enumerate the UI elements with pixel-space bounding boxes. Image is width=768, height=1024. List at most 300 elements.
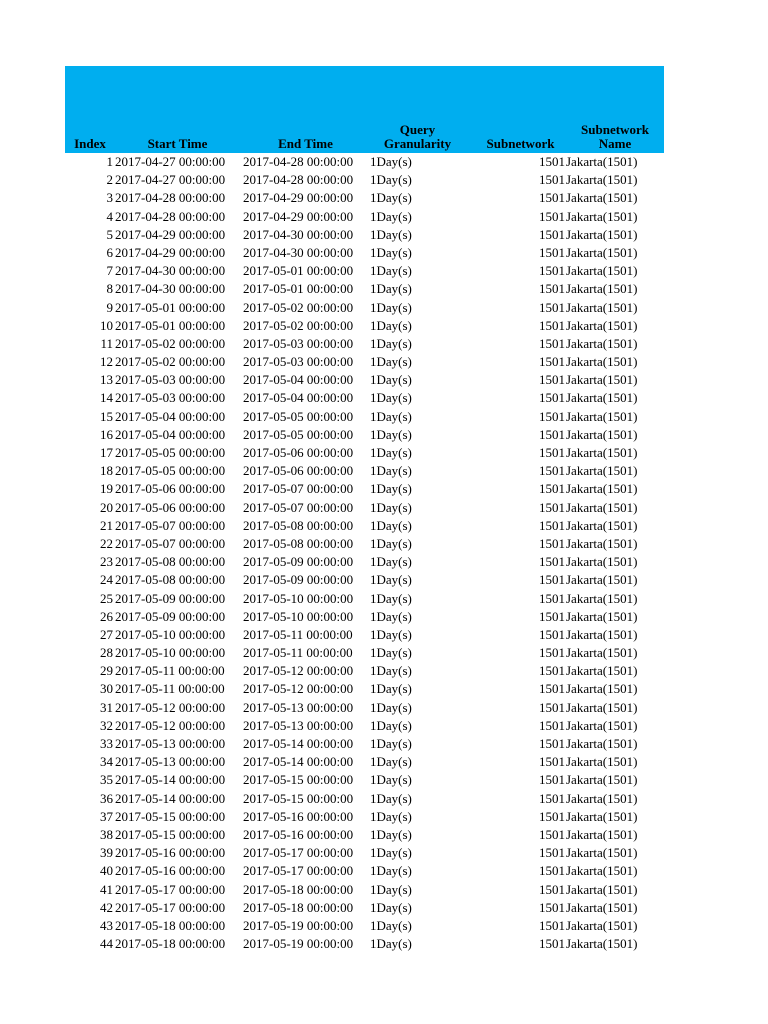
cell-subnetwork: 1501 [539, 790, 565, 806]
cell-end-time: 2017-05-04 00:00:00 [243, 390, 354, 406]
cell-subnetwork: 1501 [539, 936, 565, 952]
cell-end-time: 2017-05-12 00:00:00 [243, 681, 354, 697]
cell-subnetwork-name: Jakarta(1501) [566, 754, 638, 770]
cell-start-time: 2017-04-29 00:00:00 [115, 226, 226, 242]
cell-start-time: 2017-05-16 00:00:00 [115, 863, 226, 879]
cell-subnetwork-name: Jakarta(1501) [566, 372, 638, 388]
cell-subnetwork-name: Jakarta(1501) [566, 772, 638, 788]
cell-subnetwork: 1501 [539, 281, 565, 297]
cell-subnetwork-name: Jakarta(1501) [566, 936, 638, 952]
cell-subnetwork: 1501 [539, 826, 565, 842]
cell-subnetwork-name: Jakarta(1501) [566, 390, 638, 406]
cell-query-granularity: 1Day(s) [370, 754, 412, 770]
cell-end-time: 2017-05-09 00:00:00 [243, 572, 354, 588]
cell-index: 27 [100, 626, 113, 642]
cell-subnetwork-name: Jakarta(1501) [566, 499, 638, 515]
cell-subnetwork-name: Jakarta(1501) [566, 517, 638, 533]
cell-subnetwork-name: Jakarta(1501) [566, 554, 638, 570]
cell-end-time: 2017-05-14 00:00:00 [243, 736, 354, 751]
header-start-time-label: Start Time [147, 136, 208, 151]
header-query-granularity-line1: Query [399, 122, 436, 137]
table-row [65, 389, 664, 407]
table-row [65, 680, 664, 698]
cell-subnetwork-name: Jakarta(1501) [566, 626, 638, 642]
cell-start-time: 2017-05-05 00:00:00 [115, 463, 226, 479]
cell-end-time: 2017-05-03 00:00:00 [243, 354, 354, 370]
cell-index: 37 [100, 808, 113, 824]
cell-query-granularity: 1Day(s) [370, 826, 412, 842]
cell-subnetwork: 1501 [539, 772, 565, 788]
cell-end-time: 2017-05-19 00:00:00 [243, 936, 354, 952]
cell-end-time: 2017-05-01 00:00:00 [243, 263, 354, 279]
cell-index: 14 [100, 390, 113, 406]
table-row [65, 244, 664, 262]
table-row [65, 535, 664, 553]
header-subnetwork-label: Subnetwork [486, 136, 555, 151]
cell-index: 35 [100, 772, 113, 788]
cell-query-granularity: 1Day(s) [370, 317, 412, 333]
cell-index: 23 [100, 554, 113, 570]
table-row [65, 808, 664, 826]
cell-index: 17 [100, 445, 113, 460]
cell-start-time: 2017-05-01 00:00:00 [115, 317, 226, 333]
cell-subnetwork-name: Jakarta(1501) [566, 845, 638, 861]
cell-index: 1 [106, 154, 113, 169]
cell-index: 8 [106, 281, 113, 297]
header-subnetwork [473, 137, 568, 151]
cell-end-time: 2017-05-10 00:00:00 [243, 608, 354, 624]
table-row [65, 590, 664, 608]
table-row [65, 753, 664, 771]
cell-query-granularity: 1Day(s) [370, 372, 412, 388]
cell-subnetwork: 1501 [539, 354, 565, 370]
cell-end-time: 2017-05-08 00:00:00 [243, 517, 354, 533]
cell-subnetwork: 1501 [539, 299, 565, 315]
cell-index: 43 [100, 917, 113, 933]
cell-index: 34 [100, 754, 113, 770]
cell-subnetwork: 1501 [539, 917, 565, 933]
cell-subnetwork: 1501 [539, 172, 565, 188]
cell-query-granularity: 1Day(s) [370, 154, 412, 169]
cell-query-granularity: 1Day(s) [370, 645, 412, 661]
cell-index: 44 [100, 936, 113, 952]
cell-subnetwork: 1501 [539, 499, 565, 515]
cell-subnetwork: 1501 [539, 408, 565, 424]
header-end-time-label: End Time [278, 136, 333, 151]
cell-end-time: 2017-05-05 00:00:00 [243, 426, 354, 442]
cell-index: 10 [100, 317, 113, 333]
cell-query-granularity: 1Day(s) [370, 499, 412, 515]
cell-subnetwork: 1501 [539, 572, 565, 588]
cell-index: 18 [100, 463, 113, 479]
header-subnetwork-name [565, 123, 665, 151]
cell-query-granularity: 1Day(s) [370, 845, 412, 861]
cell-query-granularity: 1Day(s) [370, 190, 412, 206]
cell-query-granularity: 1Day(s) [370, 208, 412, 224]
cell-index: 40 [100, 863, 113, 879]
cell-start-time: 2017-05-08 00:00:00 [115, 572, 226, 588]
cell-subnetwork-name: Jakarta(1501) [566, 790, 638, 806]
cell-start-time: 2017-04-27 00:00:00 [115, 172, 226, 188]
cell-start-time: 2017-05-03 00:00:00 [115, 390, 226, 406]
table-row [65, 917, 664, 935]
cell-end-time: 2017-05-06 00:00:00 [243, 463, 354, 479]
cell-subnetwork: 1501 [539, 535, 565, 551]
cell-end-time: 2017-05-12 00:00:00 [243, 663, 354, 679]
cell-index: 11 [100, 335, 113, 351]
cell-end-time: 2017-05-09 00:00:00 [243, 554, 354, 570]
cell-query-granularity: 1Day(s) [370, 517, 412, 533]
cell-start-time: 2017-05-05 00:00:00 [115, 445, 226, 460]
cell-start-time: 2017-05-16 00:00:00 [115, 845, 226, 861]
cell-subnetwork: 1501 [539, 590, 565, 606]
cell-subnetwork-name: Jakarta(1501) [566, 645, 638, 661]
cell-subnetwork: 1501 [539, 463, 565, 479]
cell-subnetwork-name: Jakarta(1501) [566, 535, 638, 551]
cell-end-time: 2017-04-28 00:00:00 [243, 154, 354, 169]
table-row [65, 735, 664, 753]
cell-query-granularity: 1Day(s) [370, 481, 412, 497]
cell-index: 16 [100, 426, 113, 442]
cell-subnetwork: 1501 [539, 681, 565, 697]
cell-subnetwork: 1501 [539, 845, 565, 861]
cell-start-time: 2017-05-13 00:00:00 [115, 736, 226, 751]
cell-start-time: 2017-05-03 00:00:00 [115, 372, 226, 388]
table-row [65, 862, 664, 880]
header-subnetwork-name-line2: Name [598, 136, 632, 151]
cell-query-granularity: 1Day(s) [370, 699, 412, 715]
cell-subnetwork-name: Jakarta(1501) [566, 244, 638, 260]
cell-query-granularity: 1Day(s) [370, 808, 412, 824]
cell-end-time: 2017-05-08 00:00:00 [243, 535, 354, 551]
header-query-granularity [365, 123, 470, 151]
cell-start-time: 2017-05-14 00:00:00 [115, 772, 226, 788]
cell-start-time: 2017-05-13 00:00:00 [115, 754, 226, 770]
table-row [65, 208, 664, 226]
table-row [65, 408, 664, 426]
cell-start-time: 2017-05-06 00:00:00 [115, 481, 226, 497]
cell-index: 32 [100, 717, 113, 733]
cell-subnetwork: 1501 [539, 554, 565, 570]
table-row [65, 699, 664, 717]
cell-start-time: 2017-04-28 00:00:00 [115, 190, 226, 206]
cell-start-time: 2017-05-02 00:00:00 [115, 335, 226, 351]
table-row [65, 899, 664, 917]
table-row [65, 280, 664, 298]
cell-subnetwork-name: Jakarta(1501) [566, 590, 638, 606]
table-row [65, 353, 664, 371]
cell-start-time: 2017-05-10 00:00:00 [115, 645, 226, 661]
table-body [65, 153, 664, 953]
table-row [65, 480, 664, 498]
cell-subnetwork: 1501 [539, 663, 565, 679]
cell-index: 28 [100, 645, 113, 661]
table-row [65, 262, 664, 280]
cell-subnetwork-name: Jakarta(1501) [566, 663, 638, 679]
cell-subnetwork: 1501 [539, 226, 565, 242]
cell-subnetwork: 1501 [539, 190, 565, 206]
cell-start-time: 2017-05-07 00:00:00 [115, 517, 226, 533]
cell-end-time: 2017-05-17 00:00:00 [243, 845, 354, 861]
cell-query-granularity: 1Day(s) [370, 426, 412, 442]
cell-index: 39 [100, 845, 113, 861]
cell-end-time: 2017-04-28 00:00:00 [243, 172, 354, 188]
header-index [65, 137, 115, 151]
cell-end-time: 2017-05-06 00:00:00 [243, 445, 354, 460]
table-row [65, 826, 664, 844]
cell-end-time: 2017-05-13 00:00:00 [243, 717, 354, 733]
cell-subnetwork: 1501 [539, 335, 565, 351]
cell-start-time: 2017-04-30 00:00:00 [115, 263, 226, 279]
cell-query-granularity: 1Day(s) [370, 535, 412, 551]
table-row [65, 426, 664, 444]
cell-subnetwork-name: Jakarta(1501) [566, 481, 638, 497]
cell-subnetwork: 1501 [539, 481, 565, 497]
cell-query-granularity: 1Day(s) [370, 335, 412, 351]
cell-subnetwork-name: Jakarta(1501) [566, 608, 638, 624]
cell-start-time: 2017-05-18 00:00:00 [115, 917, 226, 933]
header-query-granularity-line2: Granularity [383, 136, 452, 151]
cell-query-granularity: 1Day(s) [370, 463, 412, 479]
cell-subnetwork: 1501 [539, 645, 565, 661]
cell-subnetwork-name: Jakarta(1501) [566, 808, 638, 824]
cell-subnetwork-name: Jakarta(1501) [566, 190, 638, 206]
cell-end-time: 2017-04-30 00:00:00 [243, 244, 354, 260]
cell-end-time: 2017-05-18 00:00:00 [243, 899, 354, 915]
cell-query-granularity: 1Day(s) [370, 354, 412, 370]
cell-start-time: 2017-05-04 00:00:00 [115, 408, 226, 424]
cell-query-granularity: 1Day(s) [370, 608, 412, 624]
cell-query-granularity: 1Day(s) [370, 554, 412, 570]
cell-end-time: 2017-05-18 00:00:00 [243, 881, 354, 897]
cell-end-time: 2017-05-14 00:00:00 [243, 754, 354, 770]
cell-subnetwork: 1501 [539, 754, 565, 770]
cell-end-time: 2017-05-13 00:00:00 [243, 699, 354, 715]
cell-start-time: 2017-05-12 00:00:00 [115, 717, 226, 733]
cell-start-time: 2017-05-06 00:00:00 [115, 499, 226, 515]
cell-start-time: 2017-05-11 00:00:00 [115, 663, 225, 679]
cell-start-time: 2017-05-17 00:00:00 [115, 899, 226, 915]
table-row [65, 717, 664, 735]
cell-subnetwork: 1501 [539, 208, 565, 224]
cell-index: 20 [100, 499, 113, 515]
cell-index: 5 [106, 226, 113, 242]
table-row [65, 553, 664, 571]
cell-subnetwork: 1501 [539, 317, 565, 333]
cell-subnetwork-name: Jakarta(1501) [566, 699, 638, 715]
cell-start-time: 2017-04-27 00:00:00 [115, 154, 226, 169]
cell-end-time: 2017-05-11 00:00:00 [243, 626, 353, 642]
cell-query-granularity: 1Day(s) [370, 863, 412, 879]
cell-start-time: 2017-05-08 00:00:00 [115, 554, 226, 570]
cell-end-time: 2017-05-02 00:00:00 [243, 317, 354, 333]
cell-query-granularity: 1Day(s) [370, 445, 412, 460]
cell-end-time: 2017-05-19 00:00:00 [243, 917, 354, 933]
cell-subnetwork: 1501 [539, 426, 565, 442]
cell-end-time: 2017-05-05 00:00:00 [243, 408, 354, 424]
cell-query-granularity: 1Day(s) [370, 281, 412, 297]
cell-index: 6 [106, 244, 113, 260]
cell-index: 29 [100, 663, 113, 679]
cell-subnetwork: 1501 [539, 736, 565, 751]
cell-subnetwork: 1501 [539, 263, 565, 279]
cell-subnetwork-name: Jakarta(1501) [566, 299, 638, 315]
cell-index: 7 [106, 263, 113, 279]
cell-end-time: 2017-05-16 00:00:00 [243, 808, 354, 824]
cell-end-time: 2017-05-16 00:00:00 [243, 826, 354, 842]
table-row [65, 171, 664, 189]
data-table [65, 66, 664, 953]
cell-query-granularity: 1Day(s) [370, 681, 412, 697]
cell-end-time: 2017-05-10 00:00:00 [243, 590, 354, 606]
cell-index: 26 [100, 608, 113, 624]
cell-index: 25 [100, 590, 113, 606]
table-row [65, 844, 664, 862]
cell-subnetwork-name: Jakarta(1501) [566, 335, 638, 351]
cell-query-granularity: 1Day(s) [370, 772, 412, 788]
cell-start-time: 2017-05-15 00:00:00 [115, 808, 226, 824]
table-row [65, 935, 664, 953]
cell-subnetwork-name: Jakarta(1501) [566, 899, 638, 915]
cell-end-time: 2017-04-29 00:00:00 [243, 190, 354, 206]
table-row [65, 226, 664, 244]
table-row [65, 462, 664, 480]
cell-start-time: 2017-05-04 00:00:00 [115, 426, 226, 442]
table-row [65, 153, 664, 171]
table-row [65, 444, 664, 462]
cell-index: 42 [100, 899, 113, 915]
cell-query-granularity: 1Day(s) [370, 408, 412, 424]
cell-subnetwork: 1501 [539, 626, 565, 642]
cell-index: 13 [100, 372, 113, 388]
cell-index: 22 [100, 535, 113, 551]
cell-index: 9 [106, 299, 113, 315]
cell-start-time: 2017-04-30 00:00:00 [115, 281, 226, 297]
cell-subnetwork-name: Jakarta(1501) [566, 172, 638, 188]
header-start-time [125, 137, 230, 151]
cell-query-granularity: 1Day(s) [370, 226, 412, 242]
cell-index: 4 [106, 208, 113, 224]
cell-subnetwork-name: Jakarta(1501) [566, 263, 638, 279]
cell-subnetwork-name: Jakarta(1501) [566, 826, 638, 842]
cell-query-granularity: 1Day(s) [370, 263, 412, 279]
cell-index: 24 [100, 572, 113, 588]
cell-index: 36 [100, 790, 113, 806]
cell-end-time: 2017-05-17 00:00:00 [243, 863, 354, 879]
cell-start-time: 2017-05-01 00:00:00 [115, 299, 226, 315]
cell-index: 38 [100, 826, 113, 842]
cell-subnetwork-name: Jakarta(1501) [566, 881, 638, 897]
cell-query-granularity: 1Day(s) [370, 917, 412, 933]
cell-subnetwork: 1501 [539, 244, 565, 260]
cell-end-time: 2017-05-02 00:00:00 [243, 299, 354, 315]
cell-subnetwork-name: Jakarta(1501) [566, 408, 638, 424]
table-row [65, 371, 664, 389]
cell-query-granularity: 1Day(s) [370, 590, 412, 606]
cell-start-time: 2017-04-28 00:00:00 [115, 208, 226, 224]
cell-query-granularity: 1Day(s) [370, 717, 412, 733]
cell-start-time: 2017-05-10 00:00:00 [115, 626, 226, 642]
cell-subnetwork: 1501 [539, 608, 565, 624]
table-row [65, 335, 664, 353]
cell-subnetwork-name: Jakarta(1501) [566, 208, 638, 224]
table-row [65, 644, 664, 662]
table-row [65, 317, 664, 335]
cell-end-time: 2017-05-01 00:00:00 [243, 281, 354, 297]
cell-subnetwork-name: Jakarta(1501) [566, 463, 638, 479]
cell-subnetwork: 1501 [539, 699, 565, 715]
cell-start-time: 2017-05-02 00:00:00 [115, 354, 226, 370]
cell-index: 31 [100, 699, 113, 715]
cell-subnetwork: 1501 [539, 717, 565, 733]
table-row [65, 771, 664, 789]
cell-end-time: 2017-05-03 00:00:00 [243, 335, 354, 351]
table-row [65, 626, 664, 644]
cell-query-granularity: 1Day(s) [370, 244, 412, 260]
cell-query-granularity: 1Day(s) [370, 626, 412, 642]
table-row [65, 571, 664, 589]
cell-index: 30 [100, 681, 113, 697]
cell-query-granularity: 1Day(s) [370, 390, 412, 406]
cell-start-time: 2017-05-12 00:00:00 [115, 699, 226, 715]
cell-query-granularity: 1Day(s) [370, 572, 412, 588]
cell-index: 21 [100, 517, 113, 533]
table-row [65, 608, 664, 626]
cell-index: 12 [100, 354, 113, 370]
cell-end-time: 2017-05-07 00:00:00 [243, 481, 354, 497]
cell-subnetwork-name: Jakarta(1501) [566, 426, 638, 442]
cell-query-granularity: 1Day(s) [370, 790, 412, 806]
cell-start-time: 2017-05-07 00:00:00 [115, 535, 226, 551]
cell-start-time: 2017-05-09 00:00:00 [115, 590, 226, 606]
header-subnetwork-name-line1: Subnetwork [581, 122, 649, 137]
cell-subnetwork: 1501 [539, 390, 565, 406]
table-row [65, 517, 664, 535]
cell-index: 3 [106, 190, 113, 206]
cell-subnetwork-name: Jakarta(1501) [566, 317, 638, 333]
table-row [65, 499, 664, 517]
cell-query-granularity: 1Day(s) [370, 936, 412, 952]
cell-index: 2 [106, 172, 113, 188]
table-row [65, 299, 664, 317]
cell-index: 41 [100, 881, 113, 897]
cell-subnetwork: 1501 [539, 445, 565, 460]
cell-start-time: 2017-05-15 00:00:00 [115, 826, 226, 842]
header-index-label: Index [74, 136, 106, 151]
cell-query-granularity: 1Day(s) [370, 736, 412, 751]
table-row [65, 881, 664, 899]
cell-subnetwork: 1501 [539, 863, 565, 879]
cell-query-granularity: 1Day(s) [370, 881, 412, 897]
cell-subnetwork-name: Jakarta(1501) [566, 281, 638, 297]
cell-subnetwork: 1501 [539, 372, 565, 388]
cell-subnetwork-name: Jakarta(1501) [566, 736, 638, 751]
cell-subnetwork-name: Jakarta(1501) [566, 354, 638, 370]
cell-query-granularity: 1Day(s) [370, 172, 412, 188]
cell-index: 15 [100, 408, 113, 424]
cell-query-granularity: 1Day(s) [370, 299, 412, 315]
cell-subnetwork-name: Jakarta(1501) [566, 681, 638, 697]
cell-subnetwork: 1501 [539, 517, 565, 533]
cell-subnetwork: 1501 [539, 808, 565, 824]
cell-subnetwork-name: Jakarta(1501) [566, 226, 638, 242]
cell-subnetwork: 1501 [539, 899, 565, 915]
cell-subnetwork: 1501 [539, 154, 565, 169]
cell-end-time: 2017-04-29 00:00:00 [243, 208, 354, 224]
table-header [65, 66, 664, 153]
cell-index: 33 [100, 736, 113, 751]
cell-subnetwork-name: Jakarta(1501) [566, 863, 638, 879]
